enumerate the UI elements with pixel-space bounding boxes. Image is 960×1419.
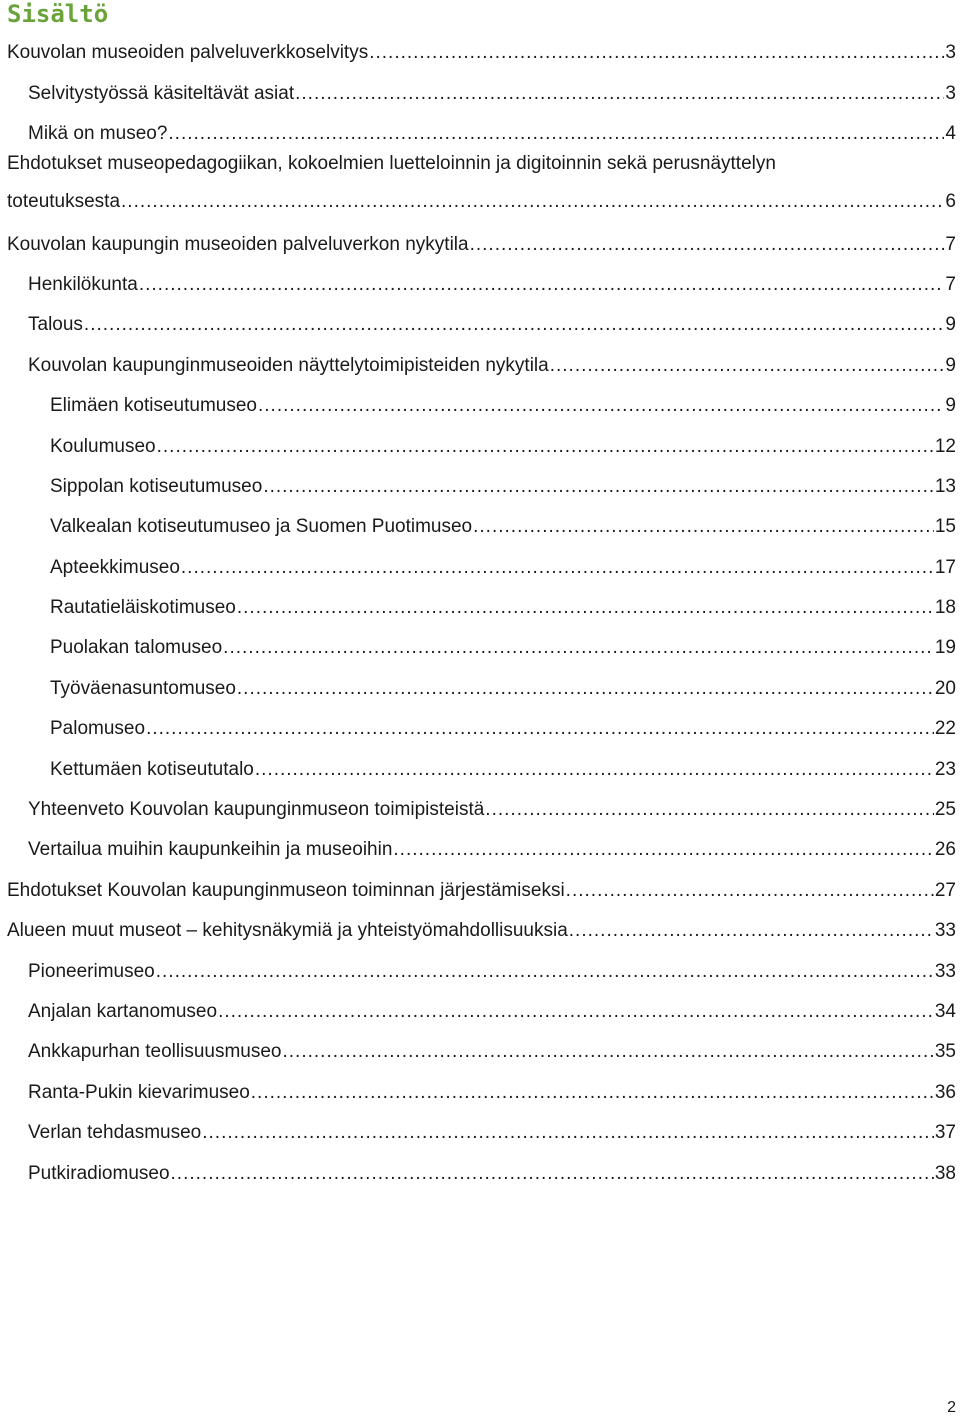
toc-entry-label: Ranta-Pukin kievarimuseo	[28, 1081, 250, 1103]
toc-entry-page: 15	[934, 516, 956, 538]
dot-leader	[157, 436, 934, 458]
toc-entry-page: 34	[934, 1000, 956, 1022]
dot-leader	[283, 1041, 934, 1063]
dot-leader	[237, 678, 934, 700]
dot-leader	[255, 759, 934, 781]
table-of-contents	[0, 32, 960, 1193]
dot-leader	[181, 557, 934, 579]
toc-entry-elimaen-kotiseutumuseo[interactable]	[0, 385, 960, 425]
toc-entry-palomuseo[interactable]	[0, 708, 960, 748]
toc-entry-label: Pioneerimuseo	[28, 960, 155, 982]
toc-entry-tyovaenasuntomuseo[interactable]	[0, 667, 960, 707]
dot-leader	[258, 395, 944, 417]
dot-leader	[223, 637, 934, 659]
toc-entry-page: 12	[934, 435, 956, 457]
dot-leader	[393, 839, 933, 861]
toc-entry-label: Sippolan kotiseutumuseo	[50, 475, 263, 497]
toc-entry-page: 22	[934, 718, 956, 740]
toc-entry-label: Anjalan kartanomuseo	[28, 1000, 218, 1022]
dot-leader	[295, 83, 944, 105]
toc-entry-puolakan-talomuseo[interactable]	[0, 627, 960, 667]
dot-leader	[566, 880, 934, 902]
toc-entry-label: Työväenasuntomuseo	[50, 677, 236, 699]
toc-entry-ehdotukset-jarjestamiseksi[interactable]	[0, 869, 960, 909]
toc-entry-page: 6	[945, 191, 956, 213]
dot-leader	[237, 597, 934, 619]
dot-leader	[218, 1001, 934, 1023]
toc-entry-label: Yhteenveto Kouvolan kaupunginmuseon toimipisteistä	[28, 799, 485, 821]
dot-leader	[171, 1163, 934, 1185]
toc-entry-yhteenveto[interactable]	[0, 789, 960, 829]
toc-entry-page: 35	[934, 1041, 956, 1063]
toc-entry-label: Alueen muut museot – kehitysnäkymiä ja yhteistyömahdollisuuksia	[7, 920, 568, 942]
dot-leader	[369, 42, 944, 64]
dot-leader	[550, 355, 945, 377]
toc-entry-page: 18	[934, 597, 956, 619]
toc-entry-vertailua[interactable]	[0, 829, 960, 869]
dot-leader	[139, 274, 945, 296]
toc-entry-page: 3	[945, 42, 956, 64]
toc-entry-page: 23	[934, 758, 956, 780]
toc-entry-label: Talous	[28, 314, 83, 336]
toc-entry-page: 33	[934, 920, 956, 942]
toc-entry-page: 13	[934, 475, 956, 497]
toc-entry-page: 7	[945, 273, 956, 295]
toc-entry-label: Kouvolan kaupunginmuseoiden näyttelytoimipisteiden nykytila	[28, 354, 549, 376]
toc-entry-valkealan-kotiseutumuseo[interactable]	[0, 506, 960, 546]
dot-leader	[84, 314, 945, 336]
page-number: 2	[947, 1399, 956, 1416]
toc-entry-label: Selvitystyössä käsiteltävät asiat	[28, 82, 295, 104]
toc-entry-label: Putkiradiomuseo	[28, 1162, 170, 1184]
toc-entry-ranta-pukin-kievarimuseo[interactable]	[0, 1071, 960, 1111]
dot-leader	[251, 1082, 934, 1104]
toc-entry-page: 19	[934, 637, 956, 659]
toc-entry-palveluverkkoselvitys[interactable]	[0, 32, 960, 72]
toc-entry-page: 7	[945, 233, 956, 255]
toc-entry-label: Kouvolan museoiden palveluverkkoselvitys	[7, 42, 369, 64]
toc-entry-page: 9	[945, 395, 956, 417]
dot-leader	[121, 191, 944, 213]
toc-entry-label: Apteekkimuseo	[50, 556, 180, 578]
dot-leader	[202, 1122, 934, 1144]
toc-entry-alueen-muut-museot[interactable]	[0, 910, 960, 950]
toc-entry-putkiradiomuseo[interactable]	[0, 1152, 960, 1192]
toc-entry-label: Ehdotukset Kouvolan kaupunginmuseon toiminnan järjestämiseksi	[7, 879, 565, 901]
toc-entry-apteekkimuseo[interactable]	[0, 546, 960, 586]
toc-entry-page: 9	[945, 354, 956, 376]
toc-entry-label: Mikä on museo?	[28, 123, 168, 145]
toc-entry-selvitystyo[interactable]	[0, 72, 960, 112]
toc-entry-verlan-tehdasmuseo[interactable]	[0, 1112, 960, 1152]
toc-entry-page: 27	[934, 879, 956, 901]
toc-entry-page: 4	[945, 123, 956, 145]
dot-leader	[485, 799, 934, 821]
toc-title: Sisältö	[7, 0, 109, 28]
toc-entry-label: Kouvolan kaupungin museoiden palveluverkon nykytila	[7, 233, 469, 255]
dot-leader	[470, 234, 945, 256]
toc-entry-label: Koulumuseo	[50, 435, 156, 457]
toc-entry-label: Palomuseo	[50, 718, 146, 740]
dot-leader	[146, 718, 934, 740]
toc-entry-label: Henkilökunta	[28, 273, 138, 295]
dot-leader	[168, 123, 944, 145]
toc-entry-mika-on-museo[interactable]	[0, 113, 960, 153]
toc-entry-anjalan-kartanomuseo[interactable]	[0, 991, 960, 1031]
toc-entry-label: Verlan tehdasmuseo	[28, 1122, 202, 1144]
toc-entry-ehdotukset-museopedagogiikka[interactable]	[0, 153, 960, 223]
toc-entry-label: Kettumäen kotiseututalo	[50, 758, 254, 780]
toc-entry-koulumuseo[interactable]	[0, 425, 960, 465]
toc-entry-rautatielaiskotimuseo[interactable]	[0, 587, 960, 627]
dot-leader	[569, 920, 934, 942]
toc-entry-page: 26	[934, 839, 956, 861]
toc-entry-label: Valkealan kotiseutumuseo ja Suomen Puotimuseo	[50, 516, 473, 538]
toc-entry-label: Ankkapurhan teollisuusmuseo	[28, 1041, 282, 1063]
toc-entry-label: Elimäen kotiseutumuseo	[50, 395, 257, 417]
toc-entry-palveluverkon-nykytila[interactable]	[0, 223, 960, 263]
dot-leader	[156, 961, 934, 983]
toc-entry-sippolan-kotiseutumuseo[interactable]	[0, 466, 960, 506]
dot-leader	[473, 516, 934, 538]
toc-entry-pioneerimuseo[interactable]	[0, 950, 960, 990]
toc-entry-page: 17	[934, 556, 956, 578]
toc-entry-page: 9	[945, 314, 956, 336]
toc-entry-page: 3	[945, 82, 956, 104]
toc-entry-page: 36	[934, 1081, 956, 1103]
toc-entry-page: 33	[934, 960, 956, 982]
toc-entry-nayttelytoimipisteet[interactable]	[0, 344, 960, 384]
toc-entry-page: 37	[934, 1122, 956, 1144]
toc-entry-kettumaen-kotiseututalo[interactable]	[0, 748, 960, 788]
toc-entry-page: 25	[934, 799, 956, 821]
toc-entry-label: Puolakan talomuseo	[50, 637, 223, 659]
dot-leader	[263, 476, 934, 498]
toc-entry-label-line1: Ehdotukset museopedagogiikan, kokoelmien luetteloinnin ja digitoinnin sekä perusnäyttelyn	[7, 153, 776, 175]
toc-entry-page: 38	[934, 1162, 956, 1184]
toc-entry-label: Vertailua muihin kaupunkeihin ja museoihin	[28, 839, 393, 861]
toc-entry-page: 20	[934, 677, 956, 699]
toc-entry-label: toteutuksesta	[7, 191, 121, 213]
toc-entry-talous[interactable]	[0, 304, 960, 344]
toc-entry-label: Rautatieläiskotimuseo	[50, 597, 236, 619]
toc-entry-ankkapurhan-teollisuusmuseo[interactable]	[0, 1031, 960, 1071]
toc-entry-henkilokunta[interactable]	[0, 264, 960, 304]
